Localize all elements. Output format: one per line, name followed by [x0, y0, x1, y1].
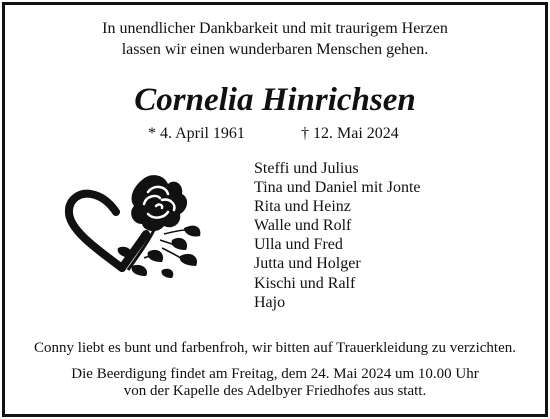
list-item: Steffi und Julius: [254, 160, 359, 177]
death-date: † 12. Mai 2024: [301, 125, 399, 142]
list-item: Tina und Daniel mit Jonte: [254, 179, 421, 197]
survivor-list: [254, 159, 421, 312]
dress-code-note: Conny liebt es bunt und farbenfroh, wir bitten auf Trauerkleidung zu verzichten.: [34, 340, 516, 356]
intro-line-2: lassen wir einen wunderbaren Menschen gehen.: [121, 41, 429, 58]
intro-line-1: In unendlicher Dankbarkeit und mit traurigem Herzen: [102, 20, 448, 37]
funeral-line-1: Die Beerdigung findet am Freitag, dem 24. Mai 2024 um 10.00 Uhr: [71, 366, 479, 382]
deceased-name: Cornelia Hinrichsen: [134, 82, 416, 118]
list-item: Kischi und Ralf: [254, 274, 356, 292]
heart-with-rose-icon: [64, 170, 204, 290]
list-item: Ulla und Fred: [254, 236, 343, 254]
funeral-line-2: von der Kapelle des Adelbyer Friedhofes aus statt.: [123, 383, 427, 399]
list-item: Rita und Heinz: [254, 198, 351, 216]
list-item: Jutta und Holger: [254, 255, 361, 273]
birth-date: * 4. April 1961: [148, 125, 245, 142]
list-item: Hajo: [254, 293, 286, 311]
list-item: Walle und Rolf: [254, 217, 352, 235]
